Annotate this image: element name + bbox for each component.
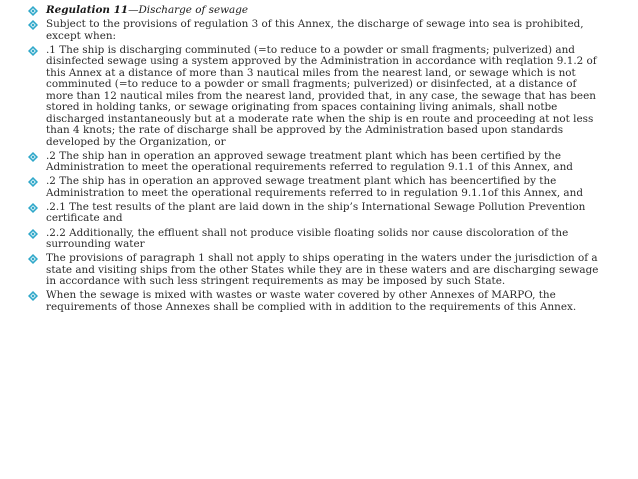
regulation-subject: —Discharge of sewage [128,4,248,16]
regulation-heading [46,5,606,17]
bullet-text: .1 The ship is discharging comminuted (=to reduce to a powder or small fragments; pulverized) and disinfected sewage using a system approved by the Administration in accordance with reqlation 9.1.2 of this Annex at a distance of more than 3 nautical miles from the nearest land, or sewage which is not comminuted (=to reduce to a powder or small fragments; pulverized) or disinfected, at a distance of more than 12 nautical miles from the nearest land, provided that, in any case, the sewage that has been stored in holding tanks, or sewage originating from spaces containing living animals, shall notbe discharged instantaneously but at a moderate rate when the ship is en route and proceeding at not less than 4 knots; the rate of discharge shall be approved by the Administration based upon standards developed by the Organization, or [46,43,597,148]
diamond-bullet-icon [28,229,38,239]
diamond-bullet-icon [28,6,38,16]
bullet-item-prohibition [28,19,606,42]
diamond-bullet-icon [28,46,38,56]
diamond-bullet-icon [28,291,38,301]
bullet-item-clause-2-1 [28,202,606,225]
bullet-text: .2.2 Additionally, the effluent shall not produce visible floating solids nor cause discoloration of the surrounding water [46,226,569,251]
diamond-bullet-icon [28,254,38,264]
bullet-item-mixed-waste [28,290,606,313]
bullet-text: When the sewage is mixed with wastes or waste water covered by other Annexes of MARPO, the requirements of those Annexes shall be complied with in addition to the requirements of this Annex. [46,289,577,313]
bullet-text: .2 The ship han in operation an approved sewage treatment plant which has been certified by the Administration to meet the operational requirements referred to regulation 9.1.1 of this Annex, and [46,149,573,174]
bullet-item-exemption [28,253,606,288]
diamond-bullet-icon [28,20,38,30]
bullet-text: The provisions of paragraph 1 shall not apply to ships operating in the waters under the jurisdiction of a state and visiting ships from the other States while they are in these waters and are discharging sewage in accordance with such less stringent requirements as may be imposed by such State. [46,252,599,288]
diamond-bullet-icon [28,203,38,213]
bullet-item-clause-2a [28,151,606,174]
bullet-list [28,5,606,316]
regulation-number: Regulation 11 [46,4,129,16]
bullet-item-regulation-title [28,5,606,17]
bullet-text: .2.1 The test results of the plant are laid down in the ship’s International Sewage Pollution Prevention certificate and [46,200,586,225]
bullet-text: Subject to the provisions of regulation 3 of this Annex, the discharge of sewage into sea is prohibited, except when: [46,18,584,42]
bullet-text: .2 The ship has in operation an approved sewage treatment plant which has beencertified by the Administration to meet the operational requirements referred to in regulation 9.1.1of this Annex, and [46,175,583,199]
bullet-item-clause-2b [28,176,606,199]
bullet-item-clause-1 [28,45,606,149]
diamond-bullet-icon [28,177,38,187]
diamond-bullet-icon [28,152,38,162]
bullet-item-clause-2-2 [28,228,606,251]
